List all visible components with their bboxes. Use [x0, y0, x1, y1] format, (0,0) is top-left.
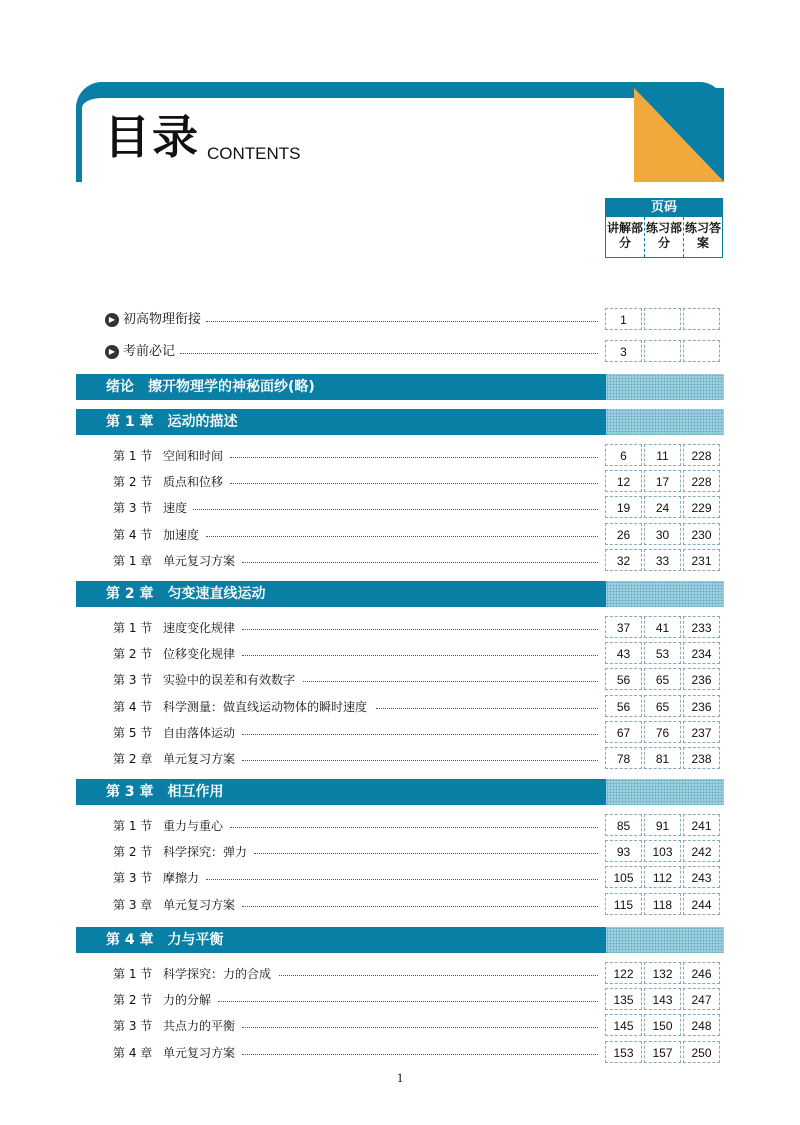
- page-cell-p2: 103: [644, 840, 681, 862]
- page-cell-p3: 250: [683, 1041, 720, 1063]
- toc-entry[interactable]: [0, 962, 800, 986]
- leader-dots: [230, 457, 598, 458]
- leader-dots: [376, 708, 598, 709]
- page-cell-p2: 33: [644, 549, 681, 571]
- page-cell-p1: 122: [605, 962, 642, 984]
- toc-entry-label: 初高物理衔接: [123, 312, 202, 327]
- leader-dots: [230, 483, 598, 484]
- toc-entry-label-wrap: [113, 496, 187, 520]
- toc-entry-label-wrap: [113, 668, 295, 692]
- section-number: 第 1 节: [113, 621, 153, 635]
- toc-entry-label-wrap: [113, 470, 223, 494]
- page-cell-p3: 238: [683, 747, 720, 769]
- section-number: 第 3 节: [113, 501, 153, 516]
- section-title: 科学探究：力的合成: [163, 967, 272, 981]
- chapter-title: 第 3 章 相互作用: [76, 779, 606, 805]
- leader-dots: [242, 760, 598, 761]
- page-cells: [605, 340, 722, 362]
- section-title: 单元复习方案: [163, 897, 236, 912]
- page-cell-p2: 112: [644, 866, 681, 888]
- arrow-icon: ▶: [105, 345, 119, 359]
- toc-entry[interactable]: [0, 308, 800, 332]
- section-title: 共点力的平衡: [163, 1019, 236, 1034]
- arrow-icon: ▶: [105, 313, 119, 327]
- toc-entry-label-wrap: [113, 721, 235, 745]
- page-cell-p3: 236: [683, 668, 720, 690]
- page-title: 目录: [104, 110, 200, 164]
- section-title: 摩擦力: [163, 871, 200, 886]
- toc-entry-label-wrap: [113, 840, 247, 864]
- toc-entry[interactable]: [0, 988, 800, 1012]
- page-cell-p1: 56: [605, 695, 642, 717]
- toc-entry-label-wrap: [113, 642, 235, 666]
- page-cell-p1: 135: [605, 988, 642, 1010]
- page-cell-p3: 228: [683, 470, 720, 492]
- chapter-bar[interactable]: [76, 581, 724, 607]
- section-title: 单元复习方案: [163, 553, 236, 568]
- page-cell-p2: [644, 308, 681, 330]
- section-title: 单元复习方案: [163, 752, 236, 766]
- page-cell-p2: 91: [644, 814, 681, 836]
- chapter-bar-pattern: [606, 374, 724, 400]
- chapter-bar[interactable]: [76, 409, 724, 435]
- page-cell-p3: 246: [683, 962, 720, 984]
- section-title: 单元复习方案: [163, 1045, 236, 1060]
- page-cell-p2: 150: [644, 1014, 681, 1036]
- toc-entry-label-wrap: [113, 1041, 235, 1065]
- page-cell-p3: 242: [683, 840, 720, 862]
- page-cell-p1: 115: [605, 893, 642, 915]
- page-number-header: [605, 198, 723, 258]
- chapter-title: 第 2 章 匀变速直线运动: [76, 581, 606, 607]
- section-number: 第 1 节: [113, 967, 153, 981]
- toc-entry[interactable]: [0, 642, 800, 666]
- chapter-title: 第 4 章 力与平衡: [76, 927, 606, 953]
- toc-entry-label-wrap: [113, 1014, 235, 1038]
- page-cell-p2: 65: [644, 668, 681, 690]
- leader-dots: [218, 1001, 598, 1002]
- page-cells: [605, 866, 722, 888]
- section-number: 第 1 节: [113, 819, 153, 833]
- toc-entry-label-wrap: [113, 747, 235, 771]
- toc-entry-label-wrap: [113, 616, 235, 640]
- page-cell-p3: 244: [683, 893, 720, 915]
- page-cell-p1: 78: [605, 747, 642, 769]
- toc-entry-label-wrap: [113, 893, 235, 917]
- section-title: 质点和位移: [163, 475, 224, 490]
- section-number: 第 4 章: [113, 1045, 153, 1060]
- page-cell-p1: 145: [605, 1014, 642, 1036]
- toc-entry[interactable]: [0, 444, 800, 468]
- page-cells: [605, 470, 722, 492]
- page-cell-p1: 19: [605, 496, 642, 518]
- section-number: 第 4 节: [113, 699, 153, 714]
- page-cell-p2: 118: [644, 893, 681, 915]
- toc-entry[interactable]: [0, 523, 800, 547]
- toc-entry-label: 考前必记: [123, 344, 176, 359]
- chapter-bar[interactable]: [76, 374, 724, 400]
- section-number: 第 3 章: [113, 897, 153, 912]
- page-number: 1: [396, 1070, 404, 1085]
- leader-dots: [180, 353, 598, 354]
- section-title: 空间和时间: [163, 449, 224, 463]
- toc-entry[interactable]: [0, 1041, 800, 1065]
- col-lecture: 讲解部分: [606, 217, 645, 257]
- page-cell-p3: 241: [683, 814, 720, 836]
- section-number: 第 3 节: [113, 673, 153, 688]
- page-cell-p2: 81: [644, 747, 681, 769]
- page-cell-p3: 234: [683, 642, 720, 664]
- toc-entry-label-wrap: [113, 444, 223, 468]
- page-cells: [605, 1014, 722, 1036]
- page-cell-p3: 233: [683, 616, 720, 638]
- section-number: 第 2 节: [113, 845, 153, 860]
- leader-dots: [279, 975, 598, 976]
- page-cell-p1: 67: [605, 721, 642, 743]
- page-cell-p2: 11: [644, 444, 681, 466]
- page-cell-p1: 32: [605, 549, 642, 571]
- page-cell-p3: [683, 308, 720, 330]
- toc-entry-label-wrap: [113, 962, 271, 986]
- page-cell-p2: 76: [644, 721, 681, 743]
- page-cell-p3: 237: [683, 721, 720, 743]
- leader-dots: [242, 734, 598, 735]
- page-cell-p1: 6: [605, 444, 642, 466]
- chapter-title: 第 1 章 运动的描述: [76, 409, 606, 435]
- toc-entry[interactable]: [0, 340, 800, 364]
- toc-entry-label-wrap: [113, 866, 199, 890]
- section-number: 第 3 节: [113, 871, 153, 886]
- page-cell-p2: 53: [644, 642, 681, 664]
- page-cells: [605, 814, 722, 836]
- toc-entry[interactable]: [0, 840, 800, 864]
- page-cells: [605, 523, 722, 545]
- page-cells: [605, 988, 722, 1010]
- page-cells: [605, 893, 722, 915]
- page-cell-p1: 3: [605, 340, 642, 362]
- page-cell-p2: 65: [644, 695, 681, 717]
- leader-dots: [242, 906, 598, 907]
- section-title: 力的分解: [163, 993, 212, 1008]
- leader-dots: [242, 562, 598, 563]
- toc-entry-label-wrap: [113, 695, 367, 719]
- col-answers: 练习答案: [684, 221, 721, 250]
- section-title: 科学探究：弹力: [163, 845, 248, 860]
- section-title: 位移变化规律: [163, 647, 236, 662]
- chapter-bar[interactable]: [76, 779, 724, 805]
- toc-entry-label-wrap: [113, 814, 223, 838]
- page-cell-p2: 30: [644, 523, 681, 545]
- chapter-bar-pattern: [606, 581, 724, 607]
- toc-entry[interactable]: [0, 695, 800, 719]
- toc-entry[interactable]: [0, 470, 800, 494]
- page-cell-p2: 17: [644, 470, 681, 492]
- page-cell-p2: 157: [644, 1041, 681, 1063]
- chapter-bar-pattern: [606, 409, 724, 435]
- toc-entry[interactable]: [0, 616, 800, 640]
- col-exercise: 练习部分: [645, 217, 684, 257]
- page-cells: [605, 840, 722, 862]
- section-title: 速度: [163, 501, 188, 516]
- section-number: 第 2 节: [113, 993, 153, 1008]
- page-cell-p2: 24: [644, 496, 681, 518]
- page-cell-p1: 43: [605, 642, 642, 664]
- page-cell-p3: 231: [683, 549, 720, 571]
- section-title: 自由落体运动: [163, 725, 236, 740]
- page-cell-p2: 132: [644, 962, 681, 984]
- section-number: 第 3 节: [113, 1019, 153, 1034]
- page-cell-p3: [683, 340, 720, 362]
- leader-dots: [206, 536, 598, 537]
- page-cell-p3: 236: [683, 695, 720, 717]
- page-cells: [605, 549, 722, 571]
- page-cells: [605, 695, 722, 717]
- page-cells: [605, 962, 722, 984]
- page-cell-p1: 26: [605, 523, 642, 545]
- page-cell-p1: 153: [605, 1041, 642, 1063]
- page-cell-p1: 105: [605, 866, 642, 888]
- leader-dots: [242, 1027, 598, 1028]
- chapter-bar[interactable]: [76, 927, 724, 953]
- page-cell-p2: 41: [644, 616, 681, 638]
- page-cell-p1: 85: [605, 814, 642, 836]
- page-cell-p2: [644, 340, 681, 362]
- page-title-english: CONTENTS: [207, 144, 301, 163]
- toc-entry[interactable]: [0, 866, 800, 890]
- section-title: 重力与重心: [163, 819, 224, 833]
- leader-dots: [193, 509, 598, 510]
- page-cell-p1: 12: [605, 470, 642, 492]
- page-cell-p1: 93: [605, 840, 642, 862]
- toc-entry[interactable]: [0, 496, 800, 520]
- section-title: 科学测量：做直线运动物体的瞬时速度: [163, 699, 368, 714]
- page-cells: [605, 616, 722, 638]
- page-cells: [605, 1041, 722, 1063]
- toc-entry-label-wrap: [113, 523, 199, 547]
- page-cell-p1: 56: [605, 668, 642, 690]
- leader-dots: [254, 853, 598, 854]
- page-cell-p2: 143: [644, 988, 681, 1010]
- chapter-title: 绪论 擦开物理学的神秘面纱(略): [76, 374, 606, 400]
- page-cells: [605, 668, 722, 690]
- page-cell-p3: 248: [683, 1014, 720, 1036]
- section-number: 第 4 节: [113, 527, 153, 542]
- page-cell-p3: 247: [683, 988, 720, 1010]
- section-title: 速度变化规律: [163, 621, 236, 635]
- leader-dots: [230, 827, 598, 828]
- section-number: 第 2 章: [113, 752, 153, 766]
- section-title: 加速度: [163, 527, 200, 542]
- section-number: 第 2 节: [113, 647, 153, 662]
- section-number: 第 2 节: [113, 475, 153, 490]
- toc-entry-label-wrap: [113, 988, 211, 1012]
- section-title: 实验中的误差和有效数字: [163, 673, 296, 688]
- section-number: 第 1 章: [113, 553, 153, 568]
- page-cell-p1: 37: [605, 616, 642, 638]
- page-cells: [605, 308, 722, 330]
- leader-dots: [242, 655, 598, 656]
- toc-entry-label-wrap: [113, 549, 235, 573]
- page-cell-p3: 230: [683, 523, 720, 545]
- page-cell-p3: 243: [683, 866, 720, 888]
- page-cells: [605, 496, 722, 518]
- toc-entry[interactable]: [0, 747, 800, 771]
- section-number: 第 5 节: [113, 725, 153, 740]
- toc-entry[interactable]: [0, 668, 800, 692]
- page-cell-p3: 228: [683, 444, 720, 466]
- page-cells: [605, 721, 722, 743]
- section-number: 第 1 节: [113, 449, 153, 463]
- chapter-bar-pattern: [606, 779, 724, 805]
- toc-entry[interactable]: [0, 893, 800, 917]
- leader-dots: [303, 681, 598, 682]
- page-cell-p1: 1: [605, 308, 642, 330]
- corner-decoration: [634, 88, 724, 182]
- page-cell-p3: 229: [683, 496, 720, 518]
- toc-entry[interactable]: [0, 721, 800, 745]
- page-cells: [605, 642, 722, 664]
- toc-entry[interactable]: [0, 814, 800, 838]
- page-cells: [605, 747, 722, 769]
- page-cells: [605, 444, 722, 466]
- page-number-header-title: 页码: [606, 199, 722, 217]
- toc-entry[interactable]: [0, 1014, 800, 1038]
- chapter-bar-pattern: [606, 927, 724, 953]
- leader-dots: [206, 321, 598, 322]
- leader-dots: [242, 629, 598, 630]
- toc-entry[interactable]: [0, 549, 800, 573]
- leader-dots: [206, 879, 598, 880]
- leader-dots: [242, 1054, 598, 1055]
- toc-entry-label-wrap: [105, 340, 175, 364]
- toc-entry-label-wrap: [105, 308, 201, 332]
